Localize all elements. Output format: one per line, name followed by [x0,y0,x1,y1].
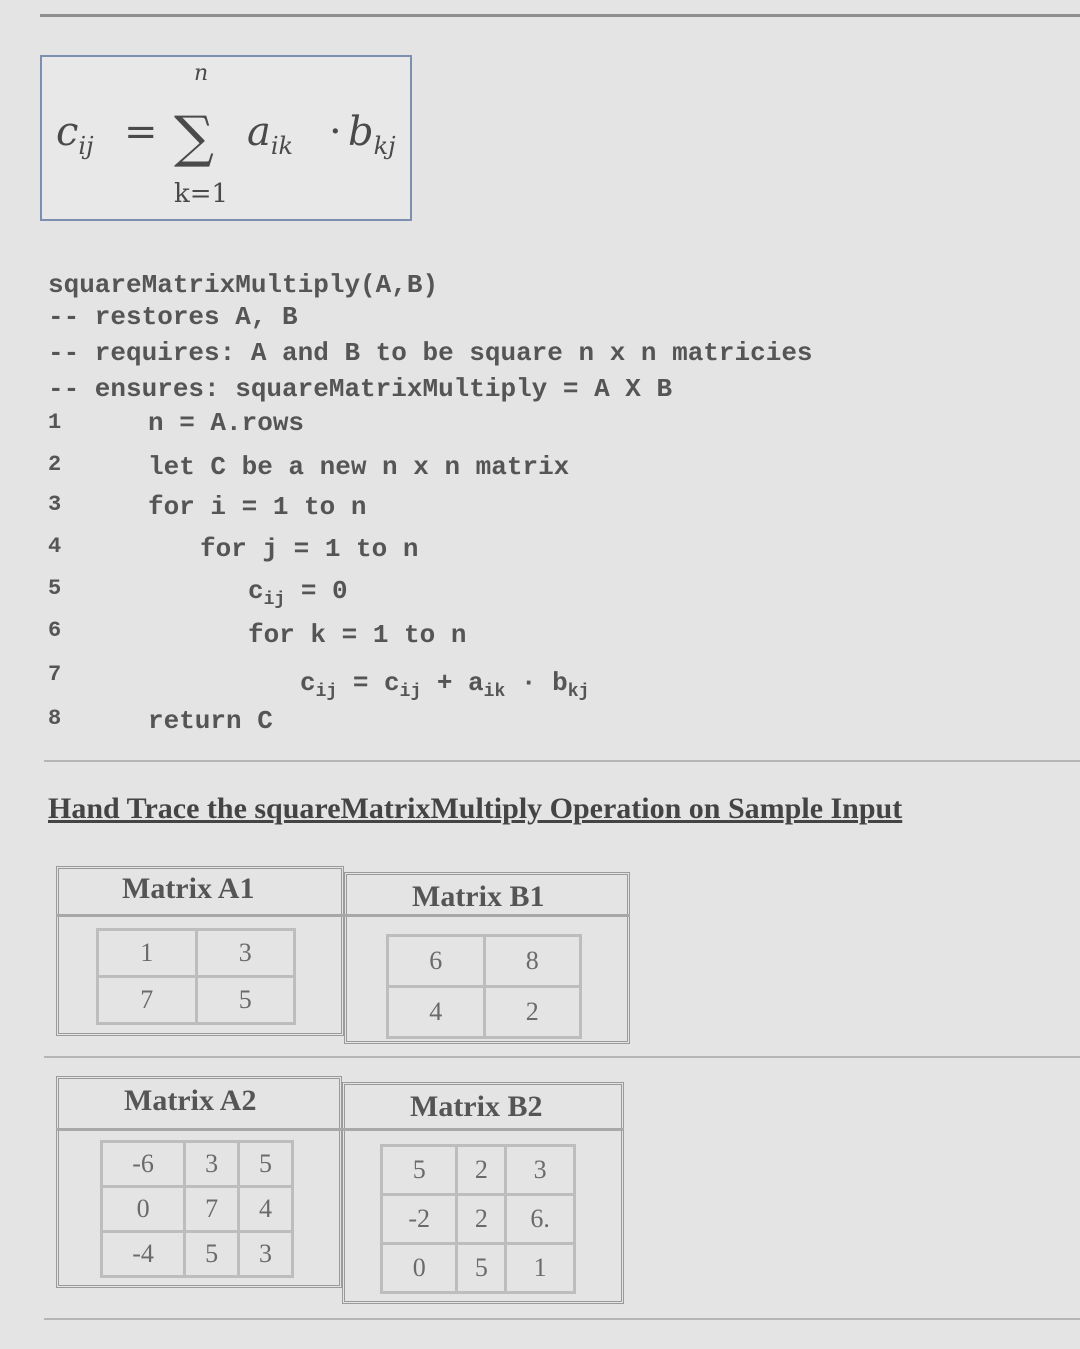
matrix-cell: 2 [484,987,581,1038]
matrix-cell: 1 [506,1244,575,1293]
matrix-cell: 3 [185,1142,239,1187]
formula-lhs: $c_{ij}$ [56,109,94,160]
code-line-3: for i = 1 to n [148,492,367,522]
matrix-cell: 0 [102,1187,185,1232]
code-line-5: $c_{ij} = 0$ [248,576,348,611]
sigma-symbol: ∑ [174,105,214,170]
matrix-row [102,1232,293,1277]
code-comment-requires: -- requires: A and B to be square n x n matricies [48,338,813,368]
matrix-a1-title: Matrix A1 [122,872,255,905]
matrix-cell: 3 [506,1146,575,1195]
code-line-2: let C be a new n x n matrix [148,452,570,482]
line-number: 8 [48,706,62,731]
code-line-6: for k = 1 to n [248,620,467,650]
section-divider [44,760,1080,762]
matrix-row [382,1195,575,1244]
code-line-1: n = A.rows [148,408,305,438]
matrix-cell: 8 [484,936,581,987]
code-comment-restores: -- restores A, B [48,302,298,332]
line-number: 7 [48,662,62,687]
matrix-b1-title: Matrix B1 [412,880,545,913]
matrix-row [388,936,581,987]
matrix-row [98,977,295,1024]
matrix-cell: 5 [185,1232,239,1277]
formula-upper-limit: n [194,61,209,86]
formula-b-term: $b_{kj}$ [348,109,396,160]
matrix-cell: 2 [457,1146,506,1195]
formula-equals: = [124,109,158,155]
code-comment-ensures: -- ensures: squareMatrixMultiply = A X B [48,374,673,404]
line-number: 3 [48,492,62,517]
matrix-row [382,1244,575,1293]
line-number: 6 [48,618,62,643]
code-signature: squareMatrixMultiply(A,B) [48,270,439,300]
line-number: 1 [48,410,62,435]
formula-lower-limit: k=1 [174,179,229,209]
code-line-8: return C [148,706,273,736]
formula-dot: · [329,109,342,155]
matrix-row [388,987,581,1038]
matrix-cell: 5 [239,1142,293,1187]
matrix-b2-grid [380,1144,576,1294]
matrix-cell: 6 [388,936,485,987]
row-divider [56,1128,624,1131]
matrix-cell: 1 [98,930,197,977]
code-line-4: for j = 1 to n [200,534,419,564]
matrix-cell: 3 [239,1232,293,1277]
row-divider [56,914,630,917]
line-number: 5 [48,576,62,601]
line-number: 2 [48,452,62,477]
section-divider [44,1318,1080,1320]
matrix-b1-grid [386,934,582,1039]
matrix-cell: 3 [196,930,295,977]
matrix-a2-title: Matrix A2 [124,1084,257,1117]
matrix-cell: -4 [102,1232,185,1277]
matrix-cell: 2 [457,1195,506,1244]
formula-a-term: $a_{ik}$ [247,109,294,160]
matrix-cell: 6. [506,1195,575,1244]
matrix-cell: -6 [102,1142,185,1187]
matrix-row [102,1142,293,1187]
matrix-cell: 4 [388,987,485,1038]
formula-box [40,55,412,221]
section-heading: Hand Trace the squareMatrixMultiply Operation on Sample Input [48,792,903,825]
matrix-cell: 5 [196,977,295,1024]
matrix-a1-grid [96,928,296,1025]
matrix-row [382,1146,575,1195]
matrix-cell: 0 [382,1244,457,1293]
matrix-cell: 5 [382,1146,457,1195]
matrix-cell: 4 [239,1187,293,1232]
top-divider [40,14,1080,17]
matrix-cell: 5 [457,1244,506,1293]
code-line-7: $c_{ij} = c_{ij} + a_{ik} \cdot b_{kj}$ [300,668,590,703]
matrix-cell: 7 [185,1187,239,1232]
matrix-cell: -2 [382,1195,457,1244]
matrix-b2-title: Matrix B2 [410,1090,543,1123]
matrix-row [98,930,295,977]
matrix-cell: 7 [98,977,197,1024]
matrix-a2-grid [100,1140,294,1278]
matrix-row [102,1187,293,1232]
line-number: 4 [48,534,62,559]
section-divider [44,1056,1080,1058]
